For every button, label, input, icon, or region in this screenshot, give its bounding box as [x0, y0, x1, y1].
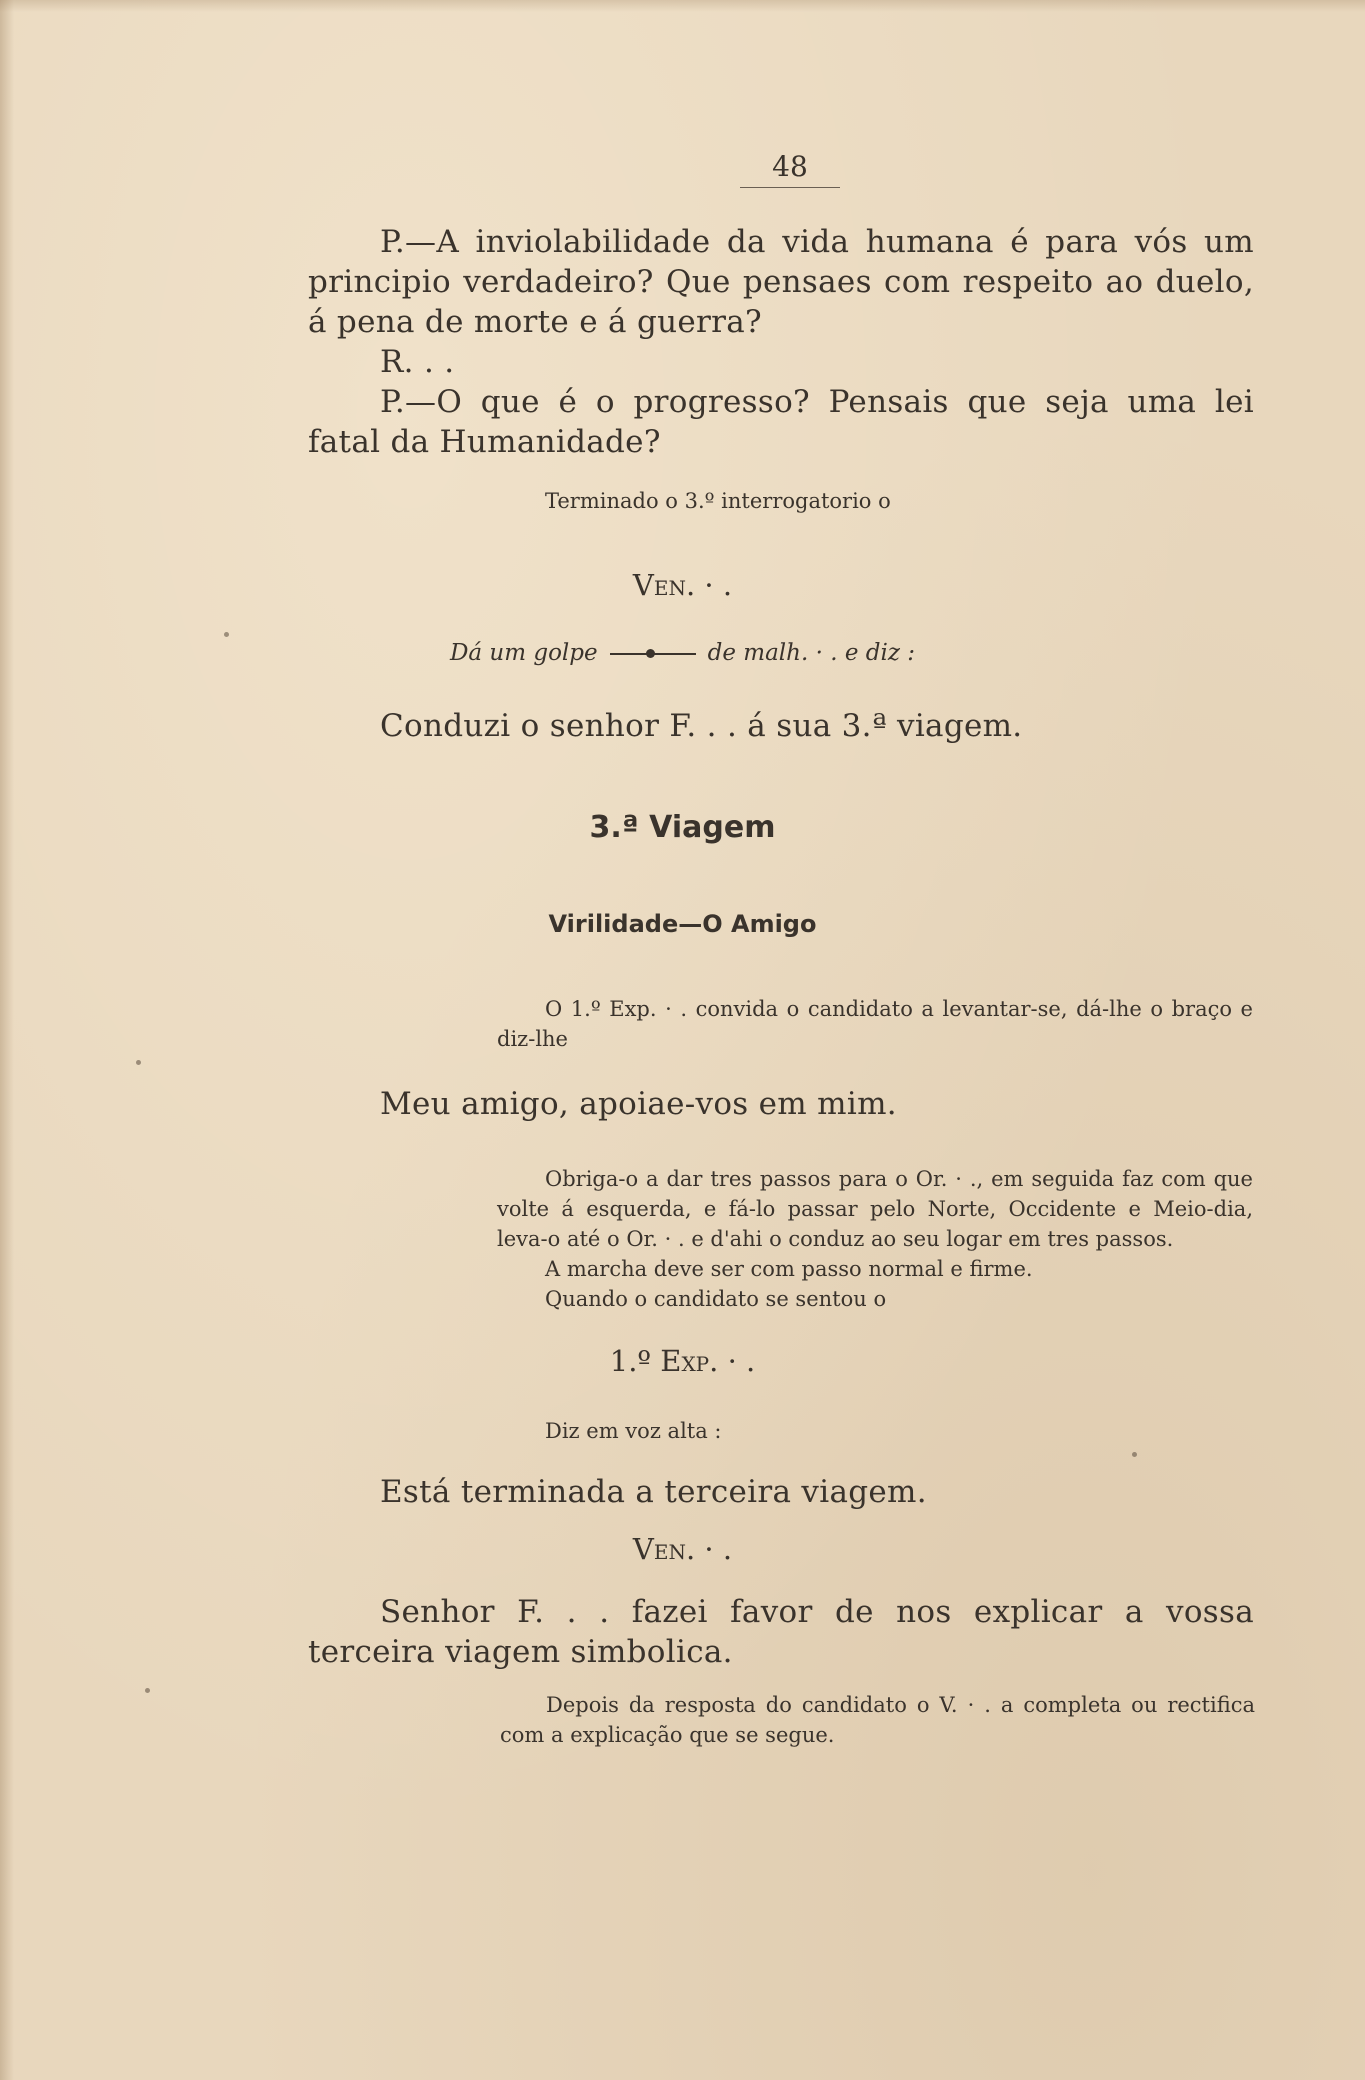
paper-speck [136, 1060, 141, 1065]
note-diz-voz-alta: Diz em voz alta : [545, 1419, 722, 1443]
note-quando: Quando o candidato se sentou o [545, 1287, 887, 1311]
mallet-stroke-icon [610, 653, 696, 655]
paper-speck [145, 1688, 150, 1693]
section-heading: 3.ª Viagem [589, 810, 776, 845]
note-depois: Depois da resposta do candidato o V. · . a completa ou rectifica com a explicação que se segue. [500, 1693, 1255, 1747]
speaker-ven-2: Ven. · . [632, 1532, 733, 1566]
speech-senhor-f: Senhor F. . . fazei favor de nos explicar a vossa terceira viagem simbolica. [308, 1594, 1254, 1670]
note-exp-convida: O 1.º Exp. · . convida o candidato a levantar-se, dá-lhe o braço e diz-lhe [497, 997, 1253, 1051]
question-inviolabilidade: P.—A inviolabilidade da vida humana é para vós um principio verdadeiro? Que pensaes com respeito ao duelo, á pena de morte e á guerra? [308, 224, 1254, 340]
note-terminado: Terminado o 3.º interrogatorio o [545, 489, 891, 513]
speaker-exp-1: 1.º Exp. · . [609, 1344, 756, 1378]
page-top-shadow [0, 0, 1365, 12]
paper-speck [1132, 1452, 1137, 1457]
paper-speck [224, 632, 229, 637]
speaker-ven-1: Ven. · . [632, 568, 733, 602]
speech-conduzi: Conduzi o senhor F. . . á sua 3.ª viagem. [380, 708, 1023, 744]
stage-direction-golpe [0, 640, 1365, 666]
speech-meu-amigo: Meu amigo, apoiae-vos em mim. [380, 1086, 897, 1122]
section-subheading: Virilidade—O Amigo [548, 910, 817, 938]
note-obriga: Obriga-o a dar tres passos para o Or. · ., em seguida faz com que volte á esquerda, e fá-lo passar pelo Norte, Occidente e Meio-dia, leva-o até o Or. · . e d'ahi o conduz ao seu logar em tres passos. [497, 1167, 1253, 1251]
golpe-text-left: Dá um golpe [449, 640, 598, 666]
page-number: 48 [740, 150, 840, 188]
answer-placeholder: R. . . [380, 344, 455, 380]
question-progresso: P.—O que é o progresso? Pensais que seja uma lei fatal da Humanidade? [308, 384, 1254, 460]
golpe-text-right: de malh. · . e diz : [707, 640, 916, 666]
note-marcha: A marcha deve ser com passo normal e firme. [545, 1257, 1033, 1281]
page-edge-shadow [0, 0, 14, 2080]
speech-esta-terminada: Está terminada a terceira viagem. [380, 1474, 927, 1510]
